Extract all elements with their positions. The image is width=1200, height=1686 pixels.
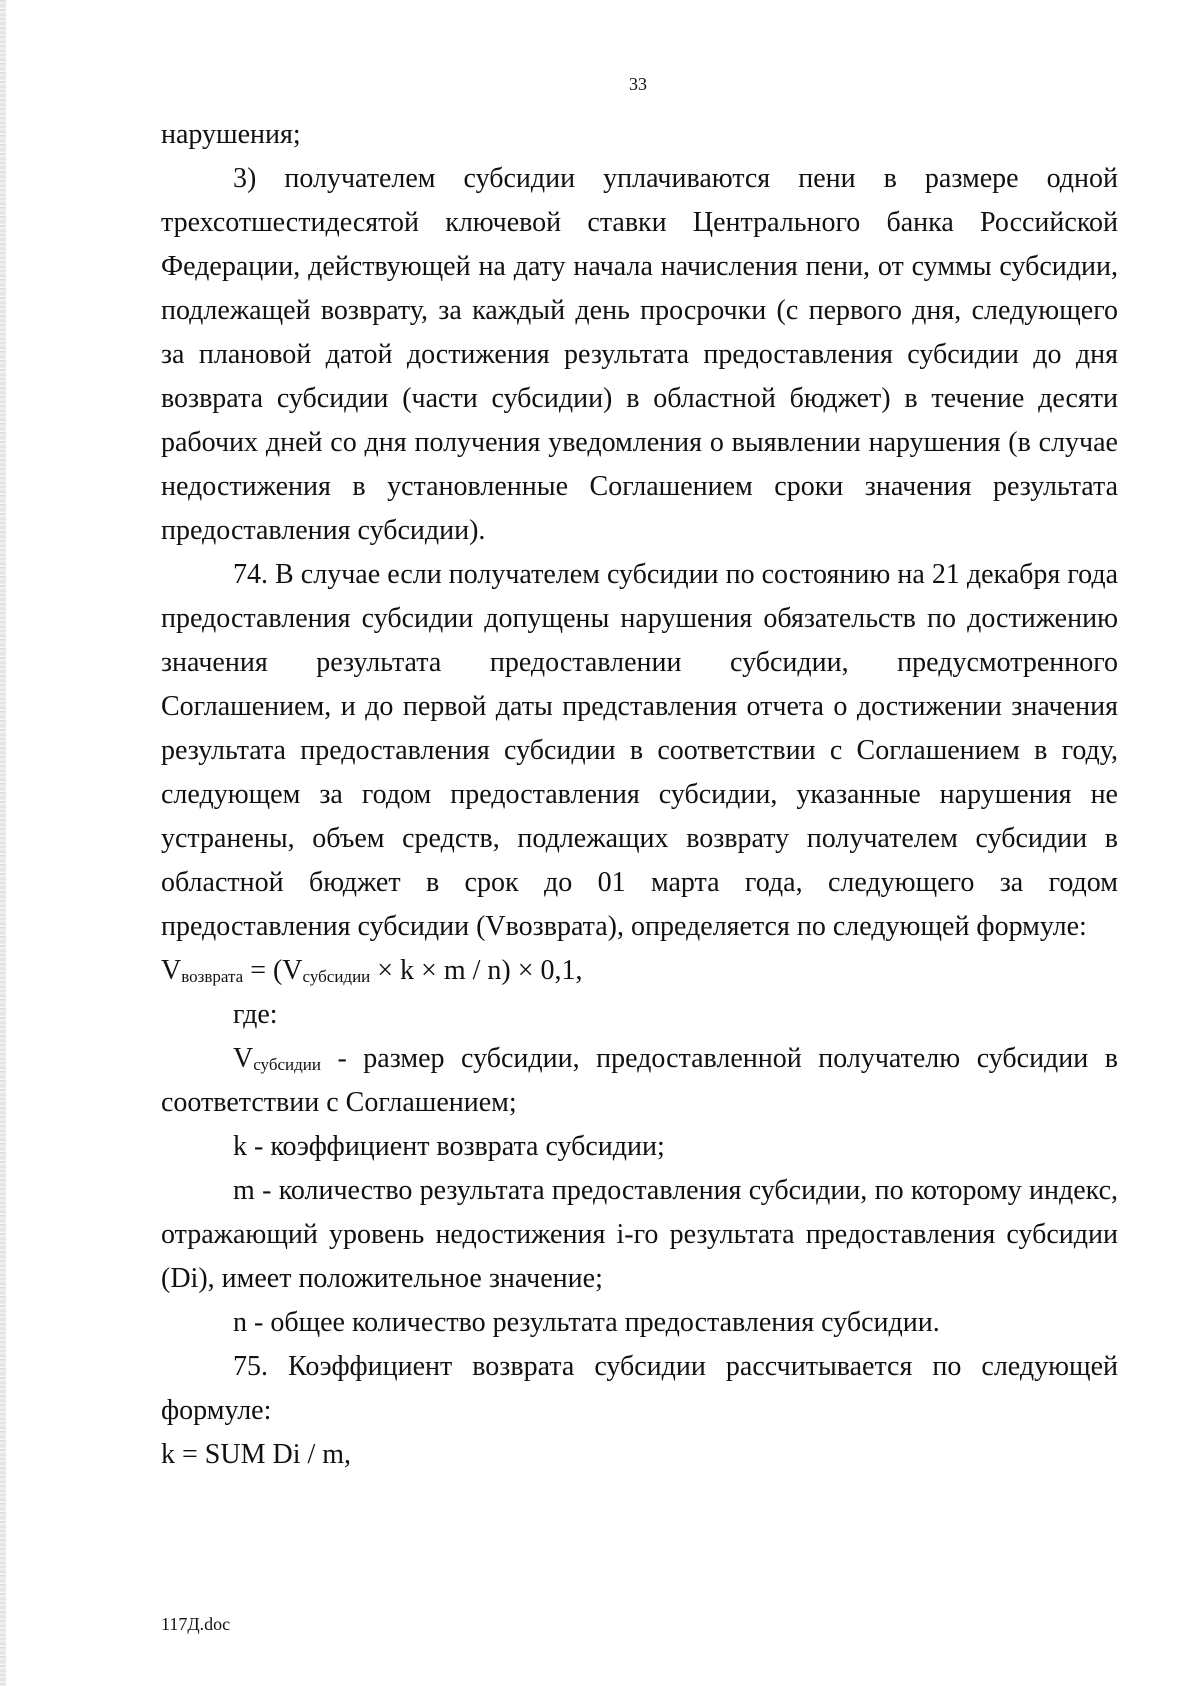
formula-return-volume — [161, 949, 1118, 993]
paragraph-violation-end: нарушения; — [161, 119, 301, 150]
scan-edge — [0, 0, 6, 1686]
def-v-subscript: субсидии — [253, 1055, 321, 1074]
document-body — [161, 113, 1118, 1477]
page-number: 33 — [629, 74, 647, 94]
definition-k: k - коэффициент возврата субсидии; — [233, 1131, 665, 1162]
def-v-symbol: V — [233, 1043, 254, 1074]
definition-v-subsidy — [161, 1037, 1118, 1125]
formula-rest: × k × m / n) × 0,1, — [370, 955, 583, 986]
def-v-text: - размер субсидии, предоставленной получателю субсидии в соответствии с Соглашением; — [161, 1043, 1118, 1118]
formula-inner-subscript: субсидии — [302, 967, 371, 986]
paragraph-75: 75. Коэффициент возврата субсидии рассчитывается по следующей формуле: — [161, 1351, 1118, 1426]
paragraph-74: 74. В случае если получателем субсидии по состоянию на 21 декабря года предоставления субсидии допущены нарушения обязательств по достижению значения результата предоставлении субсидии, предусмотренного Соглашением, и до первой даты представления отчета о достижении значения результата предоставления субсидии в соответствии с Соглашением в году, следующем за годом предоставления субсидии, указанные нарушения не устранены, объем средств, подлежащих возврату получателем субсидии в областной бюджет в срок до 01 марта года, следующего за годом предоставления субсидии (Vвозврата), определяется по следующей формуле: — [161, 559, 1118, 942]
paragraph-penalty: 3) получателем субсидии уплачиваются пени в размере одной трехсотшестидесятой ключевой ставки Центрального банка Российской Федерации, действующей на дату начала начисления пени, от суммы субсидии, подлежащей возврату, за каждый день просрочки (с первого дня, следующего за плановой датой достижения результата предоставления субсидии до дня возврата субсидии (части субсидии) в областной бюджет) в течение десяти рабочих дней со дня получения уведомления о выявлении нарушения (в случае недостижения в установленные Соглашением сроки значения результата предоставления субсидии). — [161, 163, 1118, 546]
formula-coefficient: k = SUM Di / m, — [161, 1439, 352, 1470]
footer-filename: 117Д.doc — [161, 1614, 231, 1634]
definition-n: n - общее количество результата предоставления субсидии. — [233, 1307, 940, 1338]
formula-lhs-subscript: возврата — [181, 967, 244, 986]
where-label: где: — [233, 999, 278, 1030]
definition-m: m - количество результата предоставления субсидии, по которому индекс, отражающий уровень недостижения i-го результата предоставления субсидии (Di), имеет положительное значение; — [161, 1175, 1118, 1294]
formula-lhs: V — [161, 955, 182, 986]
formula-eq-open: = (V — [243, 955, 303, 986]
